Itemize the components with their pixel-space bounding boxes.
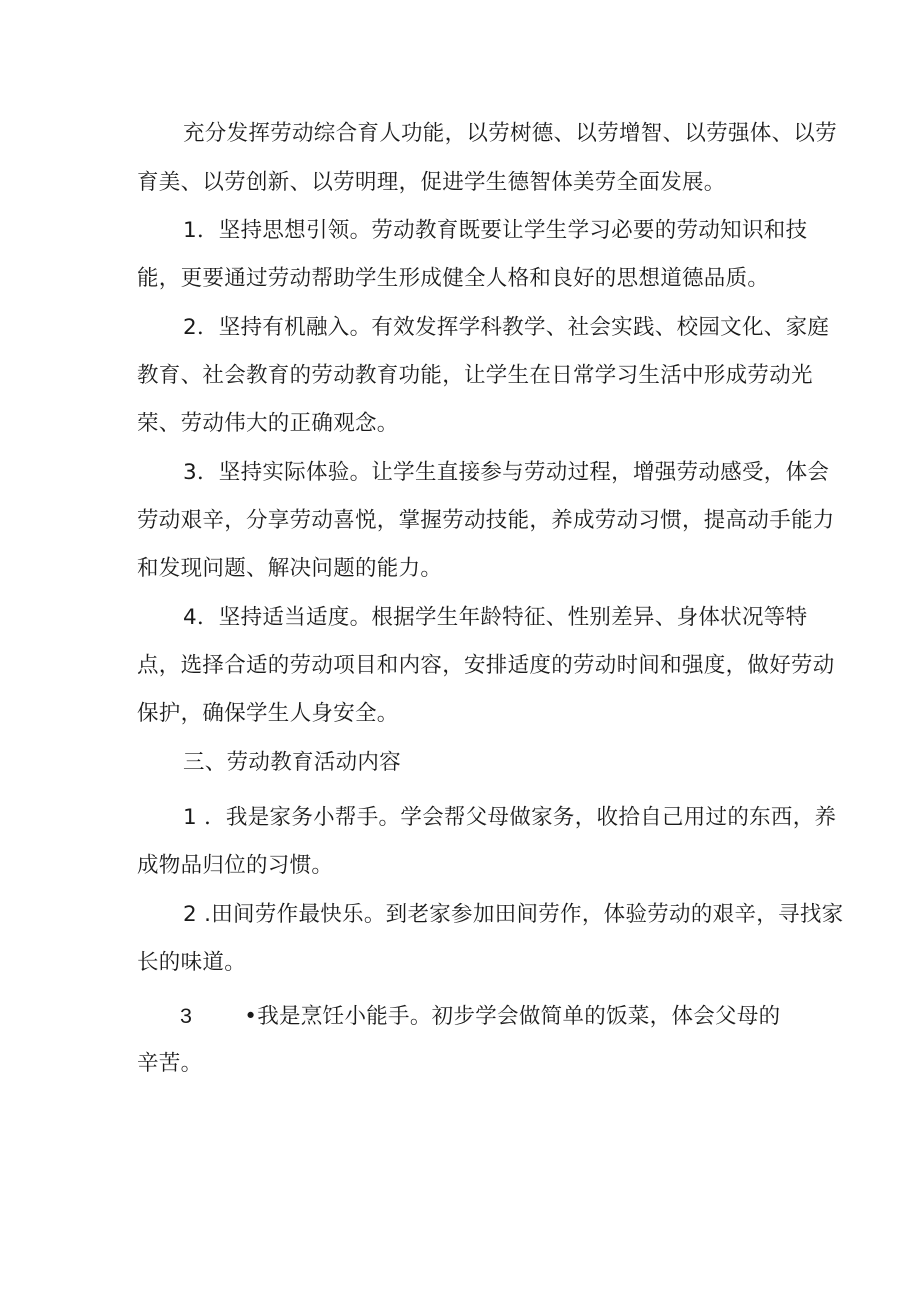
paragraph-line: 1．坚持思想引领。劳动教育既要让学生学习必要的劳动知识和技 bbox=[183, 218, 808, 243]
paragraph-line: 成物品归位的习惯。 bbox=[137, 853, 334, 878]
paragraph-line: 荣、劳动伟大的正确观念。 bbox=[137, 411, 399, 436]
paragraph-line: 充分发挥劳动综合育人功能，以劳树德、以劳增智、以劳强体、以劳 bbox=[183, 121, 838, 146]
paragraph-line: 2．坚持有机融入。有效发挥学科教学、社会实践、校园文化、家庭 bbox=[183, 315, 830, 340]
paragraph-line: 长的味道。 bbox=[137, 950, 247, 975]
item-text: •我是烹饪小能手。初步学会做简单的饭菜，体会父母的 bbox=[244, 1004, 781, 1029]
paragraph-line: 能，更要通过劳动帮助学生形成健全人格和良好的思想道德品质。 bbox=[137, 266, 770, 291]
paragraph-line: 1 ．我是家务小帮手。学会帮父母做家务，收拾自己用过的东西，养 bbox=[183, 805, 837, 830]
paragraph-line: 3．坚持实际体验。让学生直接参与劳动过程，增强劳动感受，体会 bbox=[183, 460, 830, 485]
paragraph-line: 辛苦。 bbox=[137, 1051, 203, 1076]
paragraph-line bbox=[180, 998, 880, 1034]
item-number: 3 bbox=[180, 1004, 193, 1028]
paragraph-line: 4．坚持适当适度。根据学生年龄特征、性别差异、身体状况等特 bbox=[183, 605, 808, 630]
paragraph-line: 教育、社会教育的劳动教育功能，让学生在日常学习生活中形成劳动光 bbox=[137, 363, 813, 388]
paragraph-line: 和发现问题、解决问题的能力。 bbox=[137, 556, 443, 581]
section-heading: 三、劳动教育活动内容 bbox=[183, 750, 402, 775]
paragraph-line: 点，选择合适的劳动项目和内容，安排适度的劳动时间和强度，做好劳动 bbox=[137, 653, 835, 678]
paragraph-line: 保护，确保学生人身安全。 bbox=[137, 701, 399, 726]
paragraph-line: 2 .田间劳作最快乐。到老家参加田间劳作，体验劳动的艰辛，寻找家 bbox=[183, 902, 844, 927]
paragraph-line: 劳动艰辛，分享劳动喜悦，掌握劳动技能，养成劳动习惯，提高动手能力 bbox=[137, 508, 835, 533]
paragraph-line: 育美、以劳创新、以劳明理，促进学生德智体美劳全面发展。 bbox=[137, 170, 726, 195]
